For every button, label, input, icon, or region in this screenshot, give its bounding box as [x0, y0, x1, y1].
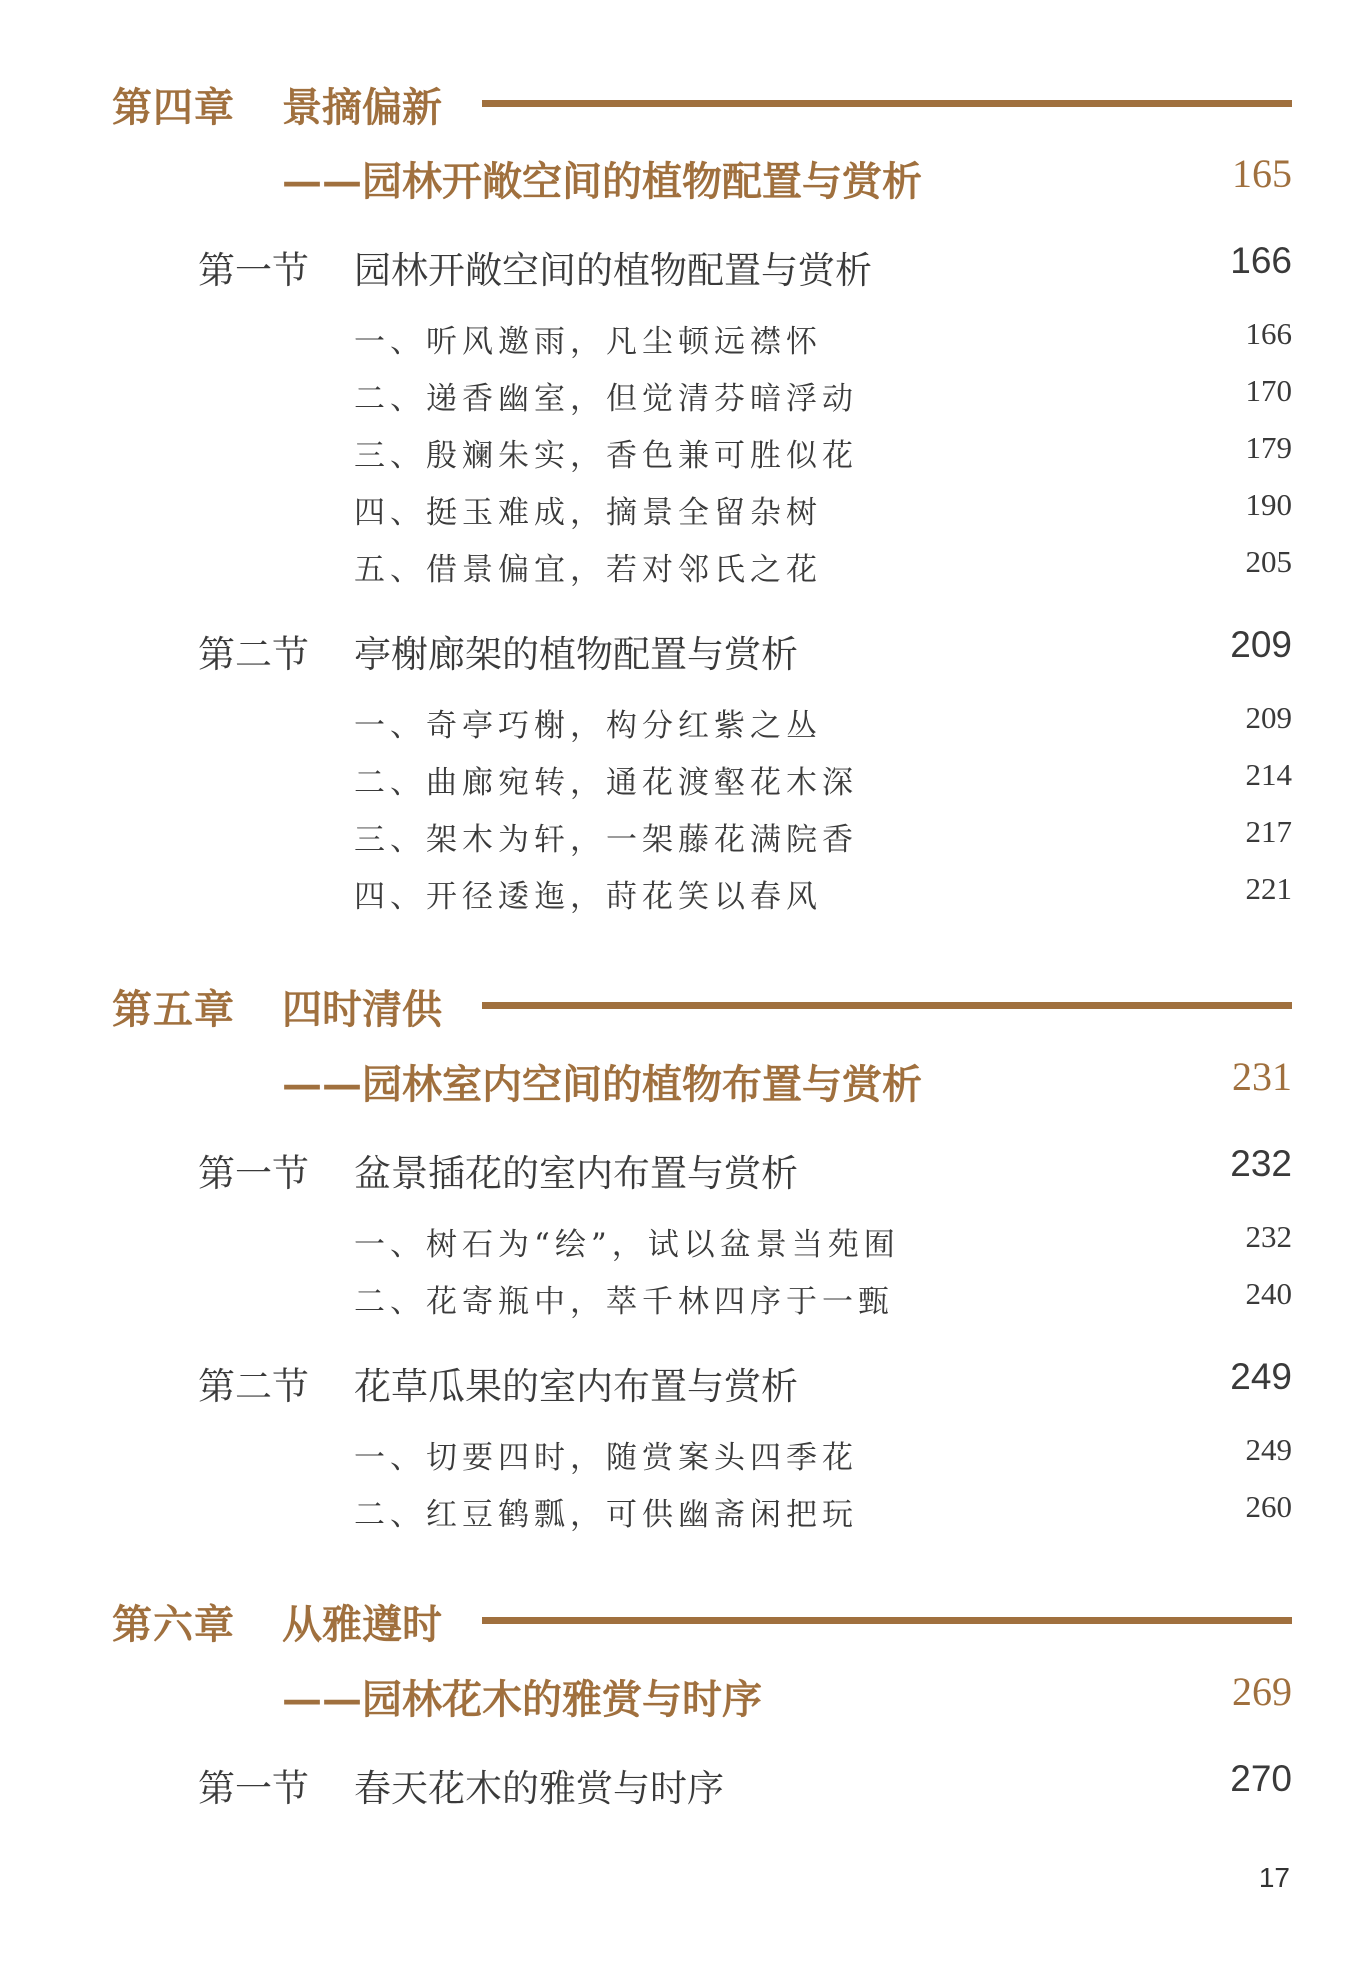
chapter-subtitle-row[interactable]: [282, 1668, 1292, 1728]
toc-item-text: 一、奇亭巧榭，构分红紫之丛: [354, 708, 822, 744]
chapter-title: 从雅遵时: [282, 1601, 442, 1648]
toc-item-page: 205: [1245, 544, 1292, 579]
toc-item[interactable]: [354, 373, 1292, 417]
toc-item-page: 170: [1245, 373, 1292, 408]
chapter-rule: [482, 1002, 1292, 1009]
chapter-subtitle-row[interactable]: [282, 1053, 1292, 1113]
section-page-number: 232: [1230, 1143, 1292, 1184]
toc-item-text: 四、挺玉难成，摘景全留杂树: [354, 495, 822, 531]
toc-item[interactable]: [354, 544, 1292, 588]
section-label: 第一节: [198, 249, 309, 292]
toc-item-text: 二、曲廊宛转，通花渡壑花木深: [354, 765, 858, 801]
toc-item-text: 一、听风邀雨，凡尘顿远襟怀: [354, 324, 822, 360]
toc-item[interactable]: [354, 1432, 1292, 1476]
toc-item-page: 209: [1245, 700, 1292, 735]
toc-item-text: 二、花寄瓶中，萃千林四序于一甄: [354, 1284, 894, 1320]
toc-item-text: 二、递香幽室，但觉清芬暗浮动: [354, 381, 858, 417]
toc-item-text: 三、架木为轩，一架藤花满院香: [354, 822, 858, 858]
toc-item-text: 二、红豆鹤瓢，可供幽斋闲把玩: [354, 1497, 858, 1533]
section-row[interactable]: [198, 624, 1292, 674]
section-title: 亭榭廊架的植物配置与赏析: [354, 633, 798, 676]
toc-item-page: 232: [1245, 1219, 1292, 1254]
section-title: 花草瓜果的室内布置与赏析: [354, 1365, 798, 1408]
section-row[interactable]: [198, 1356, 1292, 1406]
toc-item[interactable]: [354, 1219, 1292, 1263]
toc-item[interactable]: [354, 1276, 1292, 1320]
toc-item-text: 三、殷斓朱实，香色兼可胜似花: [354, 438, 858, 474]
chapter-title: 景摘偏新: [282, 84, 442, 131]
toc-item-page: 249: [1245, 1432, 1292, 1467]
chapter-subtitle: ——园林花木的雅赏与时序: [282, 1676, 762, 1723]
toc-item[interactable]: [354, 757, 1292, 801]
toc-item[interactable]: [354, 487, 1292, 531]
toc-item[interactable]: [354, 430, 1292, 474]
section-page-number: 270: [1230, 1758, 1292, 1799]
section-label: 第一节: [198, 1767, 309, 1810]
section-page-number: 249: [1230, 1356, 1292, 1397]
chapter-page-number: 231: [1232, 1054, 1292, 1099]
section-title: 园林开敞空间的植物配置与赏析: [354, 249, 872, 292]
chapter-label: 第五章: [112, 986, 235, 1033]
section-label: 第二节: [198, 633, 309, 676]
toc-item-text: 一、切要四时，随赏案头四季花: [354, 1440, 858, 1476]
toc-item-page: 260: [1245, 1489, 1292, 1524]
section-label: 第二节: [198, 1365, 309, 1408]
section-row[interactable]: [198, 240, 1292, 290]
chapter-label: 第四章: [112, 84, 235, 131]
toc-item[interactable]: [354, 700, 1292, 744]
chapter-subtitle: ——园林开敞空间的植物配置与赏析: [282, 158, 922, 205]
chapter-heading[interactable]: [112, 76, 1292, 146]
toc-item[interactable]: [354, 814, 1292, 858]
toc-item-page: 190: [1245, 487, 1292, 522]
toc-item-page: 217: [1245, 814, 1292, 849]
toc-item[interactable]: [354, 316, 1292, 360]
toc-item-text: 五、借景偏宜，若对邻氏之花: [354, 552, 822, 588]
chapter-rule: [482, 100, 1292, 107]
chapter-rule: [482, 1617, 1292, 1624]
chapter-page-number: 165: [1232, 151, 1292, 196]
section-page-number: 166: [1230, 240, 1292, 281]
toc-item-page: 214: [1245, 757, 1292, 792]
toc-item-text: 一、树石为“绘”，试以盆景当苑囿: [354, 1227, 900, 1263]
chapter-subtitle-row[interactable]: [282, 150, 1292, 210]
toc-item-page: 179: [1245, 430, 1292, 465]
toc-item-page: 240: [1245, 1276, 1292, 1311]
chapter-label: 第六章: [112, 1601, 235, 1648]
section-row[interactable]: [198, 1758, 1292, 1808]
chapter-subtitle: ——园林室内空间的植物布置与赏析: [282, 1061, 922, 1108]
section-page-number: 209: [1230, 624, 1292, 665]
chapter-page-number: 269: [1232, 1669, 1292, 1714]
toc-item-text: 四、开径逶迤，莳花笑以春风: [354, 879, 822, 915]
chapter-heading[interactable]: [112, 978, 1292, 1048]
section-title: 盆景插花的室内布置与赏析: [354, 1152, 798, 1195]
section-row[interactable]: [198, 1143, 1292, 1193]
toc-item[interactable]: [354, 871, 1292, 915]
chapter-title: 四时清供: [282, 986, 442, 1033]
section-label: 第一节: [198, 1152, 309, 1195]
page-number: 17: [1258, 1862, 1290, 1893]
toc-item-page: 166: [1245, 316, 1292, 351]
toc-item-page: 221: [1245, 871, 1292, 906]
section-title: 春天花木的雅赏与时序: [354, 1767, 724, 1810]
toc-item[interactable]: [354, 1489, 1292, 1533]
chapter-heading[interactable]: [112, 1593, 1292, 1663]
